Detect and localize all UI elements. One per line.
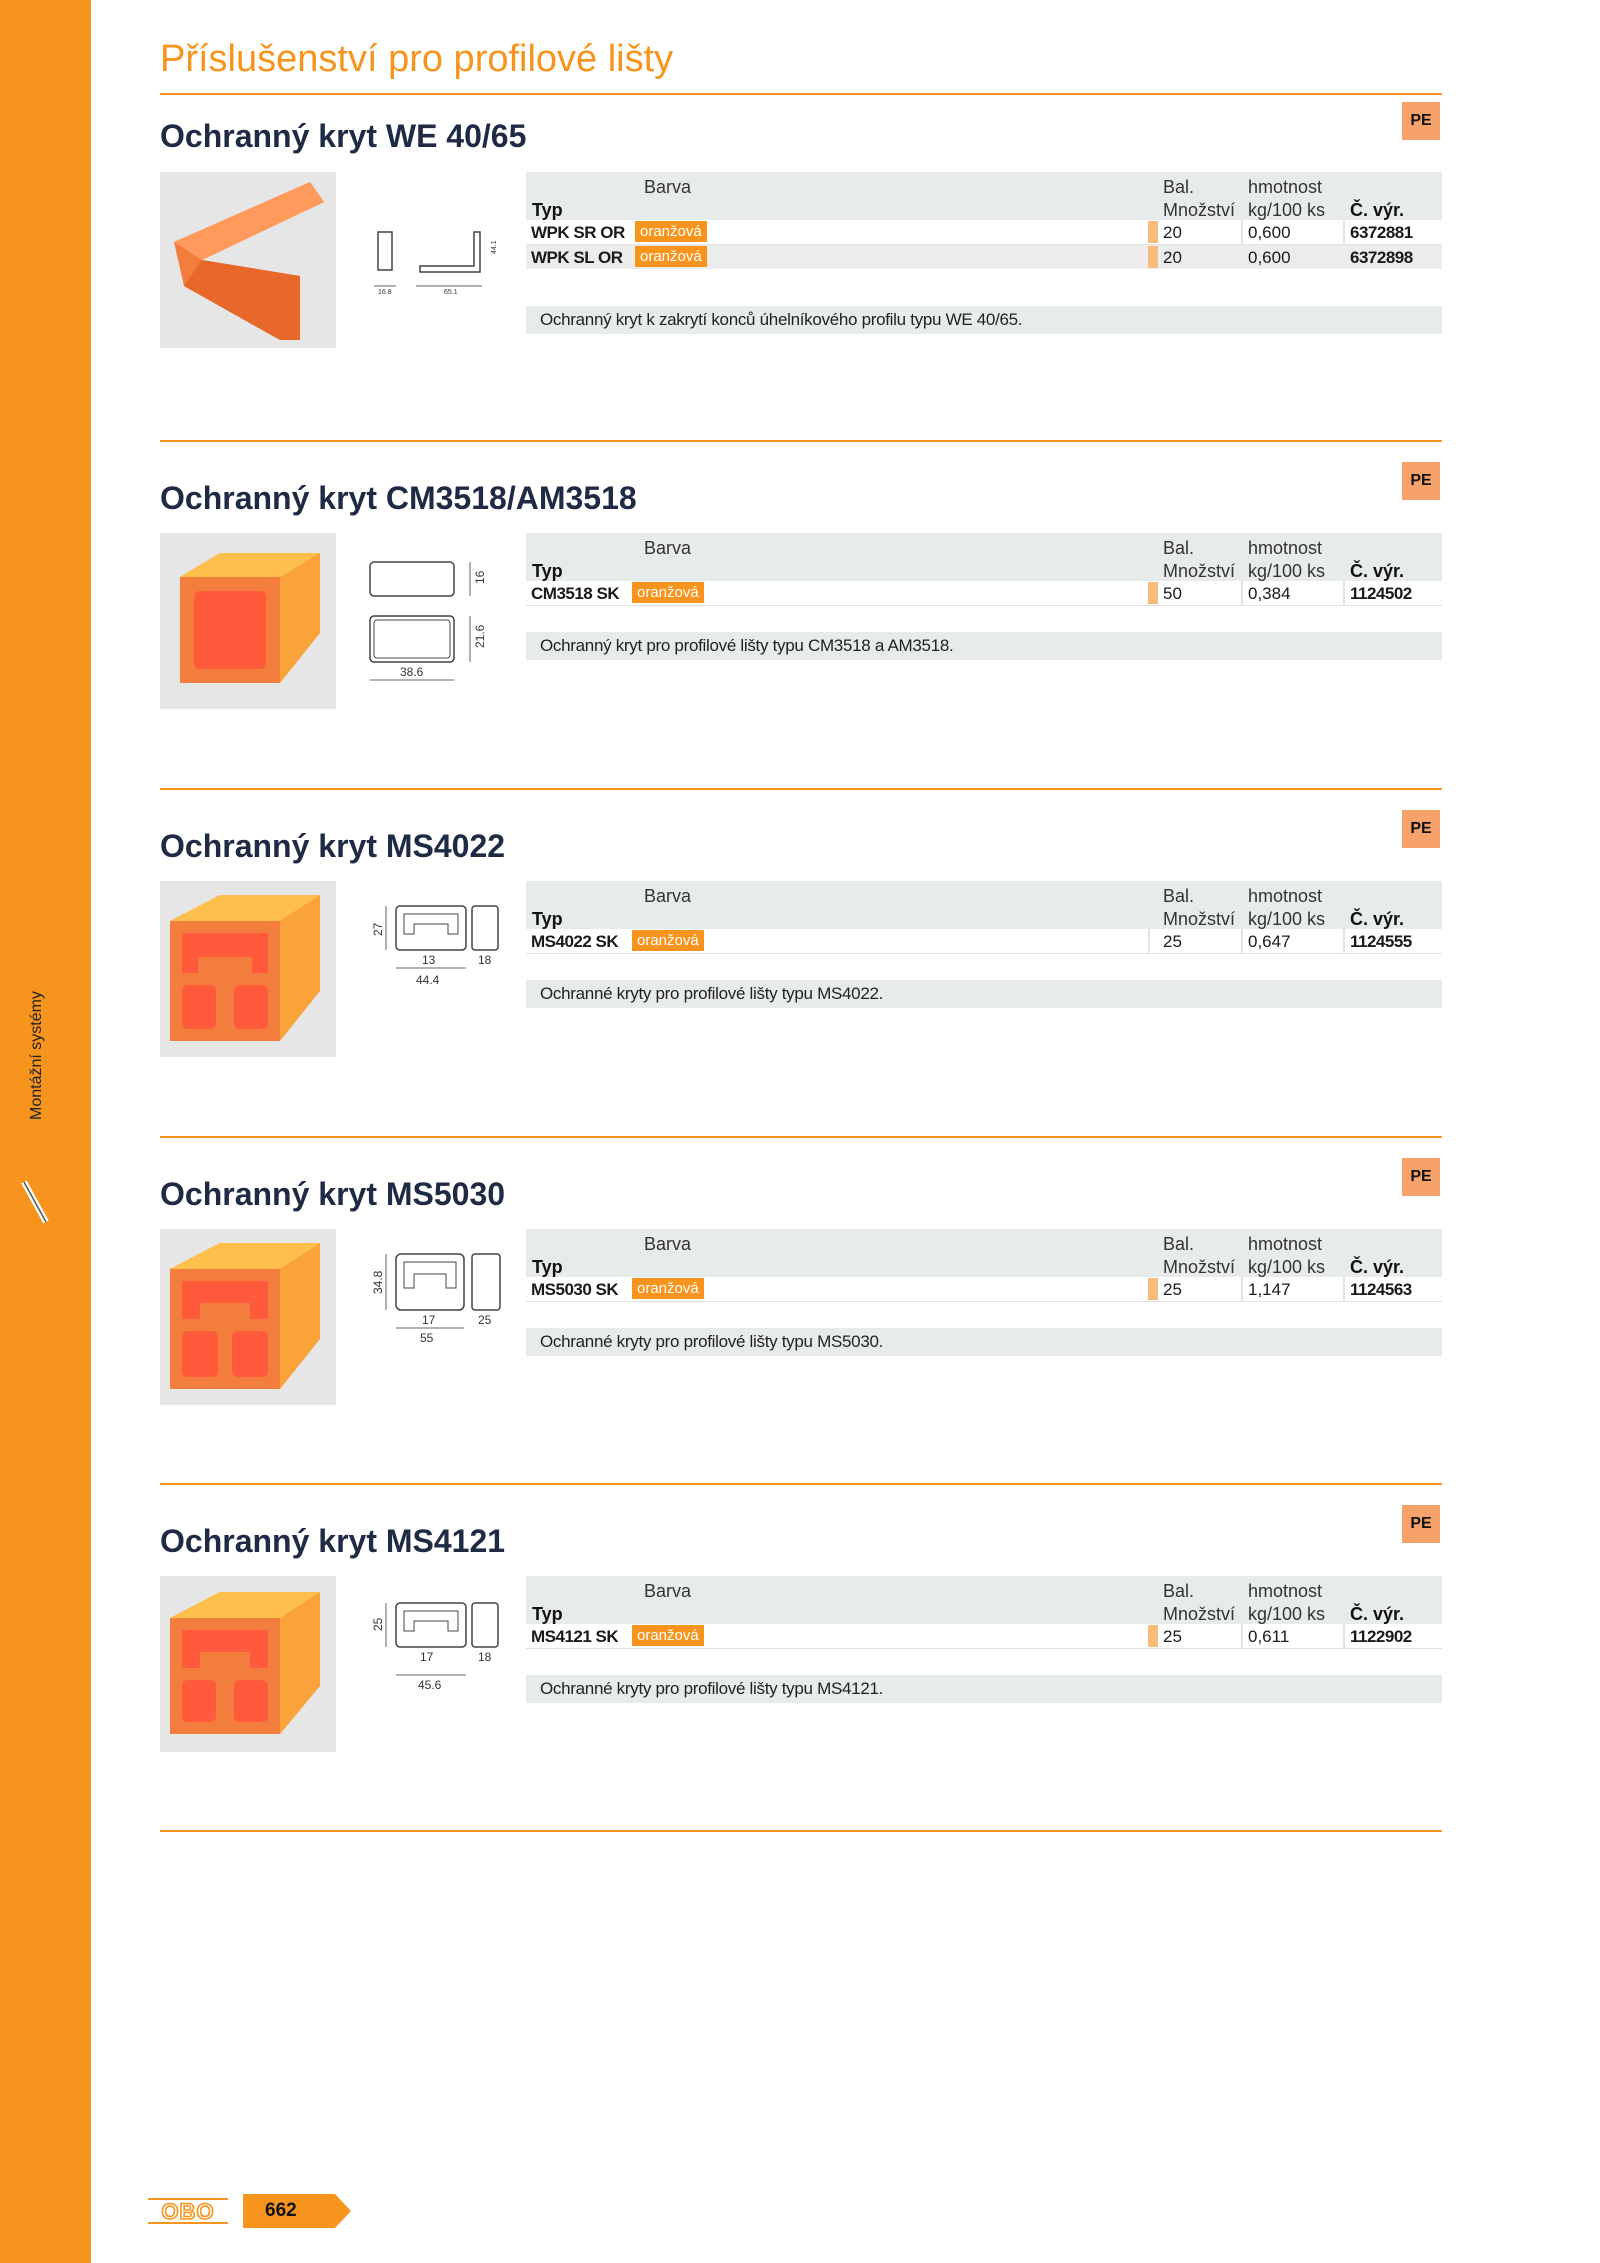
header-typ: Typ [532, 561, 563, 581]
dim-label: 13 [422, 953, 436, 967]
header-hmotnost: hmotnost [1248, 538, 1323, 558]
col-divider [1343, 581, 1345, 605]
cell-typ: MS4022 SK [531, 932, 619, 951]
col-divider [1241, 581, 1243, 605]
section-cm3518 [160, 440, 1442, 740]
dim-label: 44.4 [416, 973, 440, 987]
cell-typ: CM3518 SK [531, 584, 620, 603]
cell-barva: oranžová [632, 1625, 704, 1646]
section-ms5030 [160, 1136, 1442, 1436]
table-row [526, 1277, 1442, 1302]
obo-logo [148, 2195, 228, 2227]
logo-text: OBO [161, 2199, 215, 2224]
cell-barva: oranžová [632, 930, 704, 951]
cell-bal: 25 [1163, 1280, 1182, 1299]
cell-bal: 20 [1163, 223, 1182, 242]
header-mnozstvi: Množství [1163, 561, 1236, 581]
col-divider [1241, 1277, 1243, 1301]
col-divider [1241, 929, 1243, 953]
product-photo [160, 533, 336, 709]
section-title: Ochranný kryt MS4121 [160, 1523, 506, 1559]
dim-label: 21.6 [473, 624, 487, 648]
header-typ: Typ [532, 200, 563, 220]
cell-hmotnost: 0,611 [1248, 1627, 1290, 1646]
pencil-icon [20, 1178, 50, 1228]
col-divider [1241, 220, 1243, 244]
cell-cvyr: 6372881 [1350, 223, 1413, 242]
header-kg: kg/100 ks [1248, 1604, 1326, 1624]
section-divider [160, 1136, 1442, 1138]
dim-label: 55 [420, 1331, 434, 1345]
table-header [526, 172, 1442, 220]
table-row [526, 1624, 1442, 1649]
cell-bal: 50 [1163, 584, 1182, 603]
dim-label: 17 [420, 1650, 434, 1664]
section-we4065 [160, 0, 1442, 329]
col-divider [1343, 1624, 1345, 1648]
dim-label: 65.1 [444, 289, 458, 296]
cell-typ: MS5030 SK [531, 1280, 619, 1299]
header-hmotnost: hmotnost [1248, 886, 1323, 906]
cell-cvyr: 1124563 [1350, 1280, 1412, 1299]
col-divider [1343, 1277, 1345, 1301]
col-divider [1343, 929, 1345, 953]
description-text: Ochranné kryty pro profilové lišty typu MS4022. [540, 984, 884, 1003]
header-kg: kg/100 ks [1248, 561, 1326, 581]
cell-cvyr: 1124555 [1350, 932, 1412, 951]
side-label [28, 1100, 46, 1120]
header-cvyr: Č. výr. [1350, 1604, 1405, 1624]
page-number: 662 [265, 2200, 297, 2221]
cell-barva: oranžová [632, 582, 704, 603]
description-text: Ochranné kryty pro profilové lišty typu MS5030. [540, 1332, 884, 1351]
header-kg: kg/100 ks [1248, 1257, 1326, 1277]
dim-label: 44.1 [491, 240, 498, 254]
dim-label: 16.8 [378, 289, 392, 296]
cell-barva: oranžová [632, 1278, 704, 1299]
page-number-tab [243, 2194, 351, 2228]
product-table [526, 1576, 1442, 1649]
header-bal: Bal. [1163, 177, 1195, 197]
material-badge: PE [1402, 810, 1440, 848]
description-bar [526, 1328, 1442, 1356]
description-text: Ochranný kryt pro profilové lišty typu CM3518 a AM3518. [540, 636, 954, 655]
col-divider [1343, 220, 1345, 244]
section-title: Ochranný kryt MS4022 [160, 828, 506, 864]
header-bal: Bal. [1163, 1581, 1195, 1601]
table-header [526, 1576, 1442, 1624]
header-mnozstvi: Množství [1163, 200, 1236, 220]
cell-barva: oranžová [635, 246, 707, 267]
product-table [526, 881, 1442, 954]
product-photo [160, 1229, 336, 1405]
section-divider [160, 1483, 1442, 1485]
description-bar [526, 306, 1442, 334]
header-cvyr: Č. výr. [1350, 1257, 1405, 1277]
dim-label: 25 [478, 1313, 492, 1327]
section-title: Ochranný kryt WE 40/65 [160, 118, 527, 154]
description-text: Ochranný kryt k zakrytí konců úhelníkového profilu typu WE 40/65. [540, 310, 1023, 329]
header-hmotnost: hmotnost [1248, 177, 1323, 197]
section-title: Ochranný kryt CM3518/AM3518 [160, 480, 637, 516]
header-bal: Bal. [1163, 886, 1195, 906]
header-kg: kg/100 ks [1248, 200, 1326, 220]
material-badge: PE [1402, 102, 1440, 140]
material-badge: PE [1402, 1158, 1440, 1196]
bottom-divider [160, 1830, 1442, 1832]
material-badge: PE [1402, 1505, 1440, 1543]
header-hmotnost: hmotnost [1248, 1581, 1323, 1601]
cell-cvyr: 6372898 [1350, 248, 1413, 267]
dim-label: 45.6 [418, 1678, 442, 1692]
header-bal: Bal. [1163, 538, 1195, 558]
header-kg: kg/100 ks [1248, 909, 1326, 929]
product-table [526, 533, 1442, 606]
table-row [526, 929, 1442, 954]
cell-bal: 25 [1163, 1627, 1182, 1646]
product-photo [160, 881, 336, 1057]
table-header [526, 533, 1442, 581]
product-photo [160, 1576, 336, 1752]
product-table [526, 1229, 1442, 1302]
description-bar [526, 980, 1442, 1008]
cell-cvyr: 1122902 [1350, 1627, 1412, 1646]
col-divider [1241, 1624, 1243, 1648]
dim-label: 18 [478, 1650, 492, 1664]
col-divider [1148, 929, 1150, 953]
cell-hmotnost: 1,147 [1248, 1280, 1291, 1299]
header-mnozstvi: Množství [1163, 1604, 1236, 1624]
table-row [526, 220, 1442, 245]
table-row [526, 581, 1442, 606]
cell-hmotnost: 0,384 [1248, 584, 1291, 603]
product-photo [160, 172, 336, 348]
table-header [526, 881, 1442, 929]
header-hmotnost: hmotnost [1248, 1234, 1323, 1254]
dim-label: 27 [371, 922, 385, 936]
section-ms4121 [160, 1483, 1442, 1783]
header-cvyr: Č. výr. [1350, 909, 1405, 929]
header-typ: Typ [532, 1257, 563, 1277]
dim-label: 38.6 [400, 665, 424, 679]
header-mnozstvi: Množství [1163, 909, 1236, 929]
header-barva: Barva [644, 177, 692, 197]
dim-label: 34.8 [371, 1270, 385, 1294]
side-bar [0, 0, 91, 2263]
cell-hmotnost: 0,600 [1248, 223, 1291, 242]
material-badge: PE [1402, 462, 1440, 500]
header-cvyr: Č. výr. [1350, 561, 1405, 581]
header-barva: Barva [644, 886, 692, 906]
dim-label: 18 [478, 953, 492, 967]
dim-label: 25 [371, 1617, 385, 1631]
header-barva: Barva [644, 538, 692, 558]
header-typ: Typ [532, 909, 563, 929]
product-table [526, 172, 1442, 269]
header-barva: Barva [644, 1234, 692, 1254]
row-marker [1148, 582, 1158, 604]
section-divider [160, 440, 1442, 442]
cell-hmotnost: 0,647 [1248, 932, 1291, 951]
row-marker [1148, 221, 1158, 243]
cell-typ: WPK SR OR [531, 223, 625, 242]
cell-bal: 25 [1163, 932, 1182, 951]
cell-typ: MS4121 SK [531, 1627, 619, 1646]
row-marker [1148, 1278, 1158, 1300]
header-cvyr: Č. výr. [1350, 200, 1405, 220]
cell-typ: WPK SL OR [531, 248, 623, 267]
row-marker [1148, 246, 1158, 268]
header-mnozstvi: Množství [1163, 1257, 1236, 1277]
row-marker [1148, 1625, 1158, 1647]
cell-bal: 20 [1163, 248, 1182, 267]
header-barva: Barva [644, 1581, 692, 1601]
description-bar [526, 632, 1442, 660]
header-typ: Typ [532, 1604, 563, 1624]
table-header [526, 1229, 1442, 1277]
section-ms4022 [160, 788, 1442, 1088]
dim-label: 17 [422, 1313, 436, 1327]
cell-cvyr: 1124502 [1350, 584, 1412, 603]
description-bar [526, 1675, 1442, 1703]
page-title: Příslušenství pro profilové lišty [160, 38, 674, 80]
cell-hmotnost: 0,600 [1248, 248, 1291, 267]
table-row [526, 245, 1442, 269]
header-bal: Bal. [1163, 1234, 1195, 1254]
section-divider [160, 788, 1442, 790]
cell-barva: oranžová [635, 221, 707, 242]
dim-label: 16 [473, 570, 487, 584]
description-text: Ochranné kryty pro profilové lišty typu MS4121. [540, 1679, 884, 1698]
section-title: Ochranný kryt MS5030 [160, 1176, 506, 1212]
